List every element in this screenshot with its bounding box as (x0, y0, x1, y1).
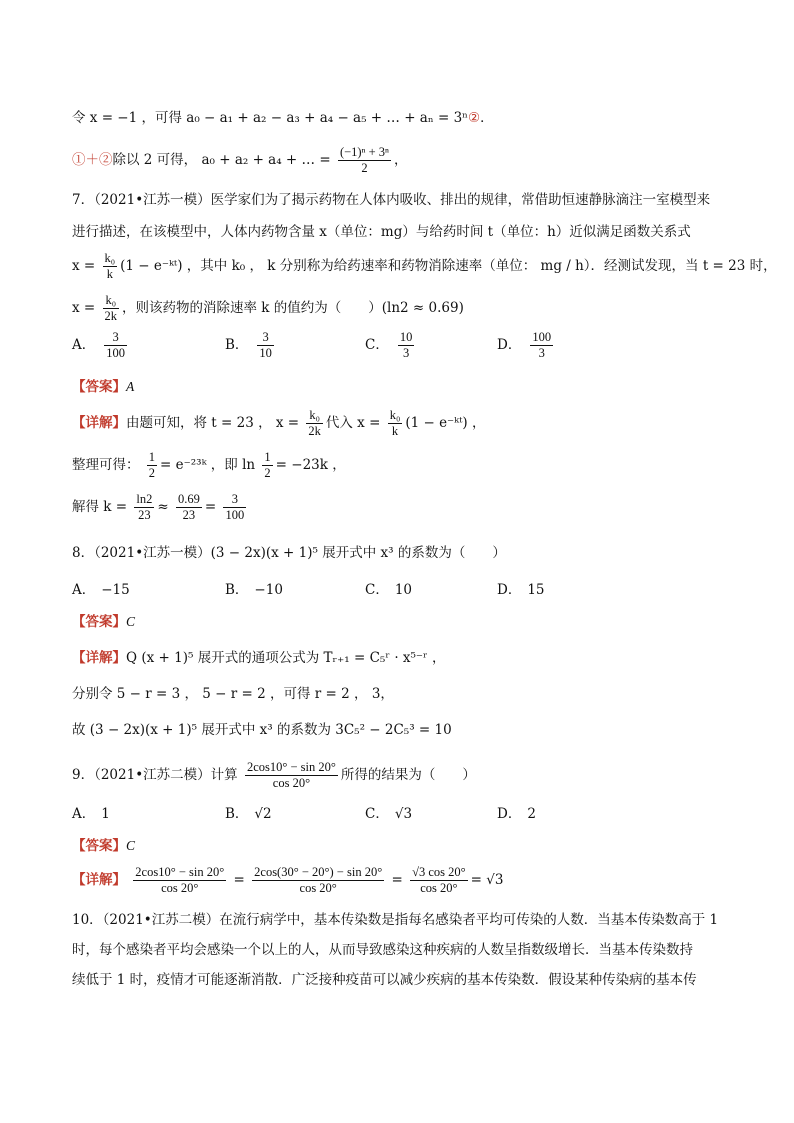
q7-detail-2 (72, 446, 734, 484)
denominator: 3 (538, 346, 545, 360)
q7-detail-3 (72, 488, 734, 526)
q10-line-2: 时，每个感染者平均会感染一个以上的人，从而导致感染这种疾病的人数呈指数级增长．当基本传染数持 (72, 942, 693, 958)
text: x = (72, 300, 96, 316)
q7-option-d (497, 330, 556, 361)
denominator: 10 (259, 346, 272, 360)
text: Q (x + 1)⁵ 展开式的通项公式为 Tᵣ₊₁ = C₅ʳ · x⁵⁻ʳ ， (126, 650, 446, 666)
q9-answer (72, 836, 734, 856)
text: 整理可得： (72, 457, 140, 473)
text: = −23k ， (275, 457, 346, 473)
q7-option-c (365, 330, 417, 361)
q7-line-4 (72, 290, 734, 326)
punct: ， (394, 152, 408, 168)
option-label: C． (365, 806, 389, 822)
text: 所得的结果为（ ） (340, 767, 476, 783)
option-value: √2 (254, 806, 272, 822)
q8-option-b (225, 578, 283, 598)
denominator: 100 (225, 508, 245, 522)
denominator: 2k (308, 424, 321, 438)
option-value: √3 (394, 806, 413, 822)
answer-value: C (126, 838, 136, 853)
q9-option-b (225, 802, 272, 822)
answer-tag: 【答案】 (72, 379, 126, 395)
text: = √3 (470, 872, 504, 888)
option-value: 15 (527, 582, 545, 598)
numerator: 1 (148, 450, 156, 464)
denominator: k (391, 424, 399, 438)
fraction (223, 492, 246, 523)
q10-line-3: 续低于 1 时，疫情才可能逐渐消散．广泛接种疫苗可以减少疾病的基本传染数．假设某种传染病的基本传 (72, 972, 697, 988)
q9-option-c (365, 802, 412, 822)
numerator: 2cos(30° − 20°) − sin 20° (254, 865, 383, 879)
q9-title (72, 756, 734, 794)
text: ≈ (157, 499, 169, 515)
q8-option-c (365, 578, 412, 598)
q9-detail: 【详解】 $\frac{2\cos 10^\circ - \sin 20^\circ}{\cos 20^\circ}$ = $\frac{2\cos(30^\circ - 20^\circ) - \sin 20^\circ}{\cos 20^\circ}$ = $\frac{√3 \cos 20^\circ}{\cos 20^\circ}$ = √3 (72, 865, 504, 895)
fraction (245, 760, 338, 791)
fraction (103, 251, 118, 282)
q7-option-b (225, 330, 277, 361)
q8-detail-1 (72, 648, 734, 668)
fraction (252, 865, 384, 896)
fraction (147, 450, 157, 481)
answer-value: A (126, 379, 135, 394)
circle-marks: ①＋② (72, 152, 113, 168)
fraction (338, 145, 391, 176)
denominator: 3 (402, 346, 410, 360)
detail-tag: 【详解】 (72, 872, 126, 888)
option-value: −10 (254, 582, 283, 598)
fraction (530, 330, 553, 361)
q9-option-d (497, 802, 536, 822)
option-label: C． (365, 582, 389, 598)
option-label: B． (225, 582, 249, 598)
text: = e⁻²³ᵏ ，即 ln (160, 457, 256, 473)
numerator: 3 (223, 492, 246, 508)
text: 由题可知，将 t = 23 ， x = (126, 415, 300, 431)
denominator: 23 (182, 508, 196, 522)
q8-option-a (72, 578, 130, 598)
denominator: cos 20° (299, 881, 337, 895)
denominator: 23 (138, 508, 151, 522)
denominator: 2k (104, 309, 118, 323)
fraction (398, 330, 415, 361)
option-label: A． (72, 806, 96, 822)
numerator: ln2 (136, 492, 153, 506)
fraction (103, 293, 120, 324)
q7-answer (72, 377, 734, 397)
option-label: D． (497, 582, 522, 598)
numerator: 1 (264, 450, 271, 464)
text: 解得 k = (72, 499, 128, 515)
denominator: cos 20° (420, 881, 458, 895)
q7-option-a (72, 330, 130, 361)
answer-tag: 【答案】 (72, 838, 126, 854)
denominator: 2 (148, 466, 156, 480)
numerator: 3 (257, 330, 274, 346)
text: 代入 x = (325, 415, 381, 431)
option-value: 2 (527, 806, 536, 822)
q8-option-d (497, 578, 545, 598)
fraction (306, 408, 323, 439)
numerator: 10 (399, 330, 413, 344)
answer-value: C (126, 614, 136, 629)
option-label: A． (72, 337, 96, 353)
text: = (204, 499, 217, 515)
text: 9．（2021•江苏二模）计算 (72, 767, 238, 783)
q7-line-3 (72, 248, 777, 284)
numerator: 100 (532, 330, 552, 344)
numerator: k₀ (389, 408, 401, 422)
prev-solution-line-2 (72, 140, 734, 180)
numerator: 2cos10° − sin 20° (246, 760, 336, 774)
option-label: D． (497, 337, 522, 353)
numerator: k₀ (104, 251, 116, 265)
q8-answer (72, 612, 734, 632)
denominator: cos 20° (272, 776, 311, 790)
numerator: (−1)ⁿ + 3ⁿ (339, 145, 389, 159)
option-label: B． (225, 806, 249, 822)
q7-detail-1 (72, 404, 734, 442)
text: (1 − e⁻ᵏᵗ) ， (405, 415, 486, 431)
detail-tag: 【详解】 (72, 650, 126, 666)
circle-mark: ② (468, 110, 481, 126)
option-value: 10 (394, 582, 413, 598)
denominator: 2 (361, 161, 368, 175)
numerator: 0.69 (177, 492, 200, 506)
numerator: 2cos10° − sin 20° (135, 865, 225, 879)
numerator: √3 cos 20° (412, 865, 466, 879)
option-label: C． (365, 337, 389, 353)
text: (1 − e⁻ᵏᵗ) ，其中 k₀ ， k 分别称为给药速率和药物消除速率（单位： mg / h）．经测试发现，当 t = 23 时， (120, 258, 777, 274)
q8-detail-2: 分别令 5 − r = 3 ， 5 − r = 2 ，可得 r = 2 ， 3， (72, 686, 394, 702)
text: ，则该药物的消除速率 k 的值约为（ ）(ln2 ≈ 0.69) (122, 300, 464, 316)
detail-tag: 【详解】 (72, 415, 126, 431)
text: x = (72, 258, 96, 274)
q10-line-1: 10．（2021•江苏二模）在流行病学中，基本传染数是指每名感染者平均可传染的人数．当基本传染数高于 1 (72, 912, 719, 928)
q8-title: 8．（2021•江苏一模）(3 − 2x)(x + 1)⁵ 展开式中 x³ 的系数为（ ） (72, 545, 506, 561)
q7-line-2: 进行描述，在该模型中，人体内药物含量 x（单位：mg）与给药时间 t（单位：h）近似满足函数关系式 (72, 224, 691, 240)
numerator: k₀ (306, 408, 323, 424)
fraction (176, 492, 202, 523)
fraction (134, 492, 154, 523)
option-value: −15 (101, 582, 130, 598)
option-value: 1 (101, 806, 110, 822)
fraction (262, 450, 272, 481)
fraction (257, 330, 274, 361)
answer-tag: 【答案】 (72, 614, 126, 630)
numerator: 3 (104, 330, 127, 346)
denominator: cos 20° (161, 881, 199, 895)
denominator: 2 (264, 466, 271, 480)
fraction (104, 330, 127, 361)
denominator: 100 (106, 346, 125, 360)
q8-detail-3: 故 (3 − 2x)(x + 1)⁵ 展开式中 x³ 的系数为 3C₅² − 2C₅³ = 10 (72, 722, 452, 738)
equation-text: 令 x = −1 ，可得 a₀ − a₁ + a₂ − a₃ + a₄ − a₅ + … + aₙ = 3ⁿ (72, 110, 469, 126)
option-label: A． (72, 582, 96, 598)
q9-option-a (72, 802, 110, 822)
fraction (388, 408, 403, 439)
punct: ． (480, 110, 494, 126)
option-label: D． (497, 806, 522, 822)
fraction (410, 865, 468, 896)
q7-title: 7．（2021•江苏一模）医学家们为了揭示药物在人体内吸收、排出的规律，常借助恒速静脉滴注一室模型来 (72, 192, 711, 208)
prev-solution-line-1 (72, 108, 734, 128)
denominator: k (106, 267, 113, 281)
equation-text: 除以 2 可得， a₀ + a₂ + a₄ + … = (112, 152, 331, 168)
numerator: k₀ (103, 293, 120, 309)
option-label: B． (225, 337, 249, 353)
fraction (133, 865, 226, 896)
